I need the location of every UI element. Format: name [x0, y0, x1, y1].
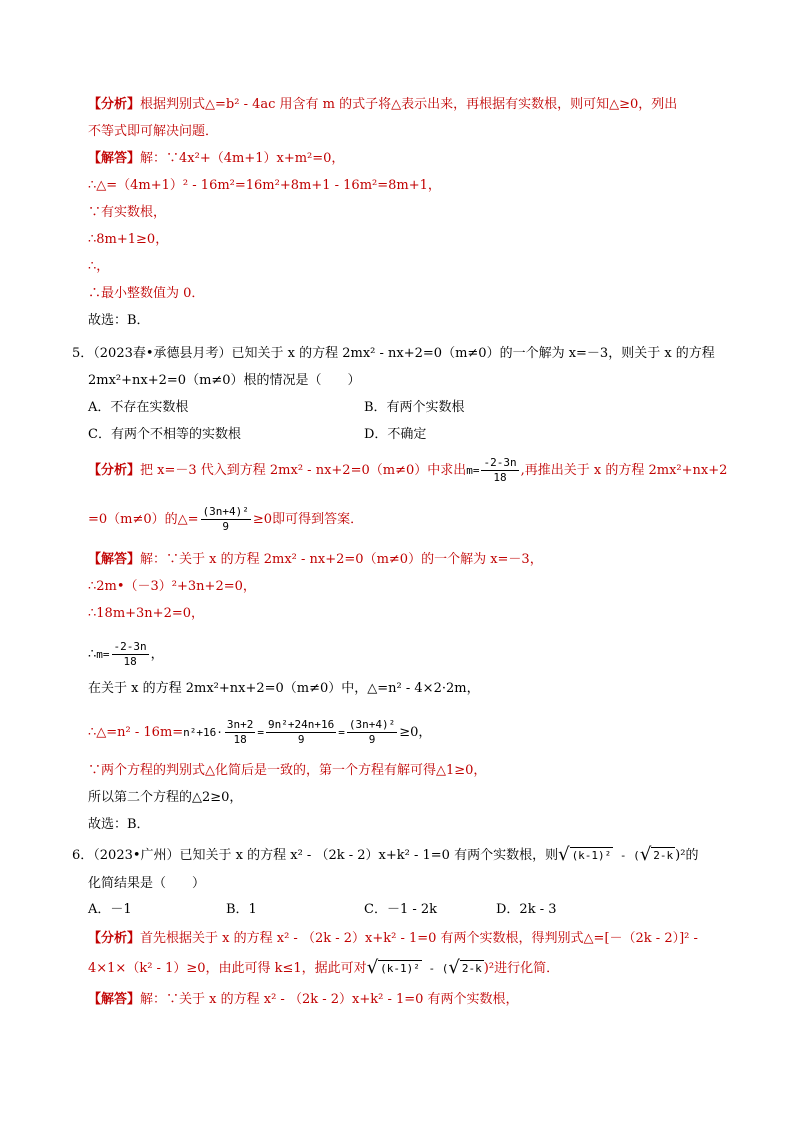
analysis-text-a: 4×1×（k² - 1）≥0，由此可得 k≤1，据此可对 [88, 960, 367, 976]
q5-solution-line-7: ∵两个方程的判别式△化简后是一致的，第一个方程有解可得△1≥0， [88, 763, 487, 778]
question-6-stem-2: 化简结果是（ ） [88, 876, 206, 891]
question-6-stem-1 [72, 846, 698, 865]
fraction-denominator: 9 [222, 520, 230, 533]
solution-line-1 [88, 150, 344, 168]
question-6-option-d: D．2k - 3 [496, 902, 557, 917]
sqrt-expression-1 [558, 846, 613, 865]
question-5-option-a: A．不存在实数根 [88, 400, 189, 415]
analysis-label: 【分析】 [88, 931, 141, 946]
solution-line-2: ∴△=（4m+1）² - 16m²=16m²+8m+1 - 16m²=8m+1， [88, 178, 441, 193]
fraction-m [112, 640, 149, 669]
m-equals: m= [96, 648, 110, 661]
radicand: (k-1)² [571, 848, 612, 862]
fraction-2 [266, 718, 336, 747]
q5-analysis-line-2 [88, 505, 363, 534]
q5-solution-line-4 [88, 640, 164, 669]
q5-answer-line: 故选：B． [88, 817, 150, 832]
fraction-numerator: (3n+4)² [202, 505, 249, 518]
comma: ， [150, 647, 164, 662]
solution-text: 解：∵4x²+（4m+1）x+m²=0， [140, 151, 345, 166]
q5-solution-line-8: 所以第二个方程的△2≥0， [88, 790, 243, 805]
fraction-denominator: 18 [233, 733, 247, 746]
question-5-stem-1: 5．（2023春•承德县月考）已知关于 x 的方程 2mx² - nx+2=0（m≠0）的一个解为 x=－3，则关于 x 的方程 [72, 346, 715, 361]
fraction-numerator: -2-3n [113, 640, 147, 653]
analysis-text: 根据判别式△=b² - 4ac 用含有 m 的式子将△表示出来，再根据有实数根，则可知△≥0，列出 [140, 97, 678, 112]
analysis-text: 首先根据关于 x 的方程 x² - （2k - 2）x+k² - 1=0 有两个实数根，得判别式△=[－（2k - 2）]² - [140, 931, 698, 946]
question-5-option-d: D．不确定 [364, 427, 427, 442]
solution-text: 解：∵关于 x 的方程 2mx² - nx+2=0（m≠0）的一个解为 x=－3， [140, 552, 543, 567]
fraction-numerator: -2-3n [483, 456, 517, 469]
q5-solution-line-2: ∴2m•（－3）²+3n+2=0， [88, 579, 256, 594]
solution-line-6: ∴最小整数值为 0． [88, 286, 205, 301]
question-5-option-c: C．有两个不相等的实数根 [88, 427, 241, 442]
q6-analysis-line-1 [88, 930, 698, 948]
q5-solution-line-1 [88, 551, 543, 569]
question-6-option-b: B．1 [226, 902, 257, 917]
sqrt-icon: √ [639, 844, 652, 865]
fraction-denominator: 9 [297, 733, 305, 746]
solution-label: 【解答】 [88, 552, 141, 567]
q5-analysis-line-1 [88, 456, 727, 485]
radicand: (k-1)² [380, 961, 420, 975]
fraction-m [481, 456, 518, 485]
question-6-option-c: C．－1 - 2k [364, 902, 438, 917]
analysis-line-1 [88, 96, 677, 114]
analysis-text-b: )²进行化简． [483, 960, 560, 976]
question-5-option-b: B．有两个实数根 [364, 400, 465, 415]
fraction-1 [225, 718, 256, 747]
sqrt-icon: √ [558, 844, 570, 865]
q5-solution-line-6 [88, 718, 431, 747]
analysis-label: 【分析】 [88, 97, 141, 112]
equals-2: = [338, 726, 345, 739]
stem-tail: )²的 [675, 847, 699, 863]
fraction-numerator: 3n+2 [226, 718, 254, 731]
inequality-tail: ≥0， [399, 725, 432, 740]
sqrt-expression-1 [367, 959, 422, 978]
q5-solution-line-5: 在关于 x 的方程 2mx²+nx+2=0（m≠0）中，△=n² - 4×2·2m， [88, 681, 480, 696]
fraction-denominator: 9 [368, 733, 376, 746]
equals-1: = [257, 726, 265, 739]
fraction-3 [347, 718, 397, 747]
analysis-text-b: ,再推出关于 x 的方程 2mx²+nx+2 [520, 463, 728, 478]
fraction-delta [201, 505, 251, 534]
analysis-text-a: 把 x=－3 代入到方程 2mx² - nx+2=0（m≠0）中求出 [140, 463, 467, 478]
q6-analysis-line-2 [88, 959, 559, 978]
analysis-text-d: ≥0即可得到答案． [252, 512, 364, 527]
stem-text: 6．（2023•广州）已知关于 x 的方程 x² - （2k - 2）x+k² - 1=0 有两个实数根，则 [72, 847, 559, 863]
solution-line-5: ∴， [88, 259, 110, 274]
radicand: 2-k [461, 961, 482, 975]
m-equals: m= [466, 464, 480, 477]
sqrt-expression-2 [448, 959, 483, 978]
minus: - ( [421, 961, 449, 975]
radicand: 2-k [653, 848, 674, 862]
sqrt-expression-2 [640, 846, 675, 865]
solution-line-3: ∵有实数根， [88, 205, 167, 220]
analysis-label: 【分析】 [88, 463, 141, 478]
question-6-option-a: A．－1 [88, 902, 132, 917]
fraction-numerator: 9n²+24n+16 [268, 718, 335, 731]
sqrt-icon: √ [448, 957, 460, 978]
therefore: ∴ [88, 647, 97, 662]
fraction-numerator: (3n+4)² [348, 718, 396, 731]
solution-label: 【解答】 [88, 992, 141, 1007]
analysis-line-2: 不等式即可解决问题． [88, 124, 219, 139]
question-5-stem-2: 2mx²+nx+2=0（m≠0）根的情况是（ ） [88, 373, 361, 388]
q6-solution-line-1 [88, 991, 519, 1009]
minus: - ( [613, 848, 640, 862]
sqrt-icon: √ [366, 957, 379, 978]
fraction-denominator: 18 [493, 471, 507, 484]
delta-expression: ∴△=n² - 16m= [88, 725, 184, 740]
solution-text: 解：∵关于 x 的方程 x² - （2k - 2）x+k² - 1=0 有两个实数根， [140, 992, 519, 1007]
fraction-denominator: 18 [123, 655, 137, 668]
solution-label: 【解答】 [88, 151, 141, 166]
q5-solution-line-3: ∴18m+3n+2=0， [88, 606, 205, 621]
analysis-text-c: =0（m≠0）的△= [88, 512, 199, 527]
solution-line-4: ∴8m+1≥0， [88, 232, 169, 247]
n-squared-term: n²+16· [183, 726, 223, 739]
answer-line: 故选：B． [88, 313, 150, 328]
